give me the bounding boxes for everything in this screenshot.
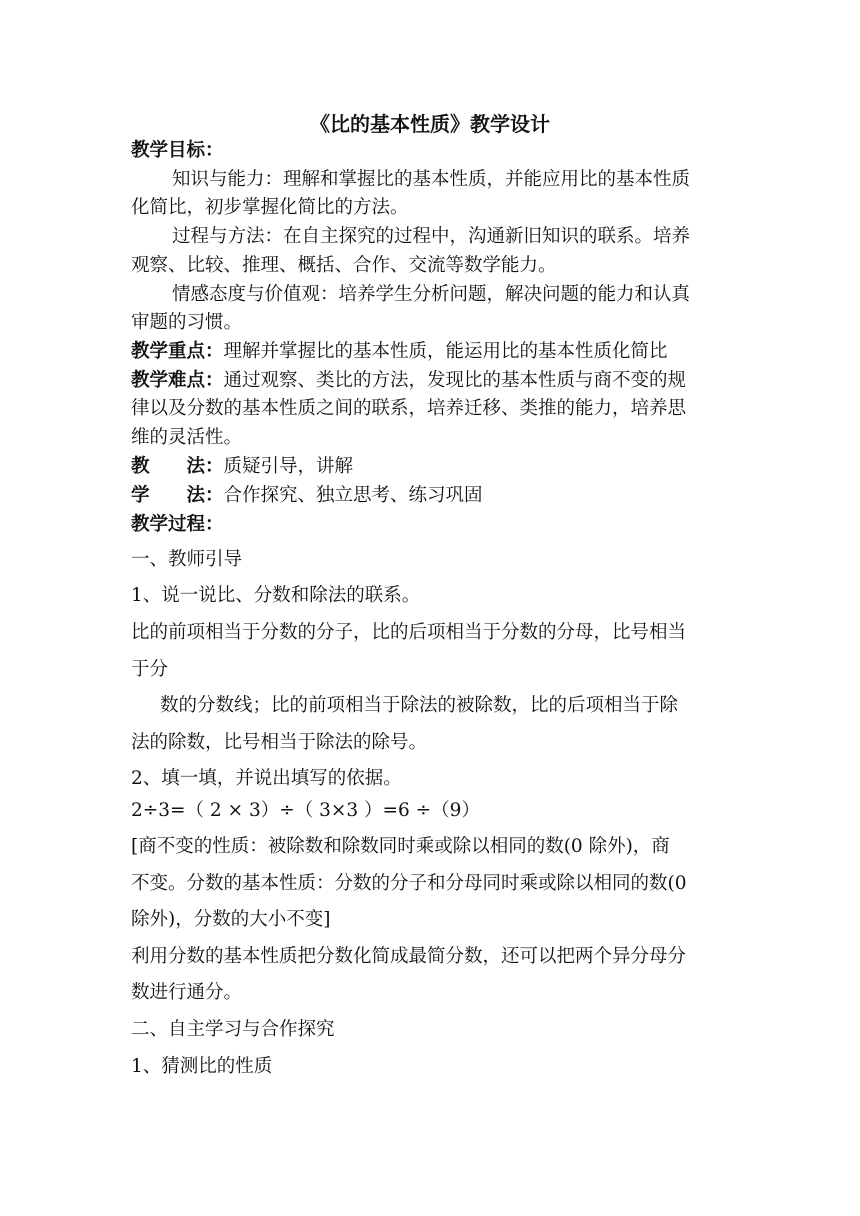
goals-heading: 教学目标： [131, 140, 224, 161]
goal-emotion-line-2: 审题的习惯。 [131, 312, 243, 333]
bracket-line-3: 除外)，分数的大小不变] [131, 909, 331, 930]
section1-para1-line-2: 于分 [131, 659, 169, 680]
section1-item1: 1、说一说比、分数和除法的联系。 [131, 585, 421, 606]
learn-method-label: 学 法： [131, 485, 224, 506]
key-point-label: 教学重点： [131, 341, 224, 362]
section2-title: 二、自主学习与合作探究 [131, 1019, 335, 1040]
bracket-line-2: 不变。分数的基本性质：分数的分子和分母同时乘或除以相同的数(0 [131, 873, 687, 894]
difficulty-line-1 [131, 372, 686, 391]
goal-process-line-1: 过程与方法：在自主探究的过程中，沟通新旧知识的联系。培养 [172, 226, 691, 247]
goal-knowledge-line-2: 化简比，初步掌握化简比的方法。 [131, 197, 409, 218]
section1-para2-line-2: 法的除数，比号相当于除法的除号。 [131, 732, 428, 753]
equation-line: 2÷3=（ 2 × 3）÷（ 3×3 ）=6 ÷（9） [131, 800, 480, 821]
teach-method-line [131, 458, 353, 477]
section1-para3-line-2: 数进行通分。 [131, 982, 243, 1003]
goal-process-line-2: 观察、比较、推理、概括、合作、交流等数学能力。 [131, 255, 557, 276]
section1-para1-line-1: 比的前项相当于分数的分子，比的后项相当于分数的分母，比号相当 [131, 622, 687, 643]
section1-para2-line-1: 数的分数线；比的前项相当于除法的被除数，比的后项相当于除 [160, 695, 679, 716]
learn-method-line [131, 487, 483, 506]
key-point-text: 理解并掌握比的基本性质，能运用比的基本性质化简比 [223, 341, 668, 362]
goal-emotion-line-1: 情感态度与价值观：培养学生分析问题，解决问题的能力和认真 [172, 284, 691, 305]
difficulty-label: 教学难点： [131, 370, 224, 391]
bracket-line-1: [商不变的性质：被除数和除数同时乘或除以相同的数(0 除外)，商 [131, 836, 670, 857]
difficulty-line-2: 律以及分数的基本性质之间的联系，培养迁移、类推的能力，培养思 [131, 398, 687, 419]
section1-item2: 2、填一填，并说出填写的依据。 [131, 768, 402, 789]
section2-item1: 1、猜测比的性质 [131, 1056, 273, 1077]
learn-method-text: 合作探究、独立思考、练习巩固 [223, 485, 483, 506]
section1-title: 一、教师引导 [131, 549, 243, 570]
difficulty-line-3: 维的灵活性。 [131, 427, 243, 448]
teach-method-label: 教 法： [131, 456, 224, 477]
teach-method-text: 质疑引导，讲解 [223, 456, 354, 477]
section1-para3-line-1: 利用分数的基本性质把分数化简成最简分数，还可以把两个异分母分 [131, 946, 687, 967]
goal-knowledge-line-1: 知识与能力：理解和掌握比的基本性质，并能应用比的基本性质 [172, 169, 691, 190]
process-heading: 教学过程： [131, 514, 224, 535]
document-title: 《比的基本性质》教学设计 [310, 112, 550, 136]
difficulty-text-1: 通过观察、类比的方法，发现比的基本性质与商不变的规 [223, 370, 687, 391]
key-point-line [131, 343, 668, 362]
